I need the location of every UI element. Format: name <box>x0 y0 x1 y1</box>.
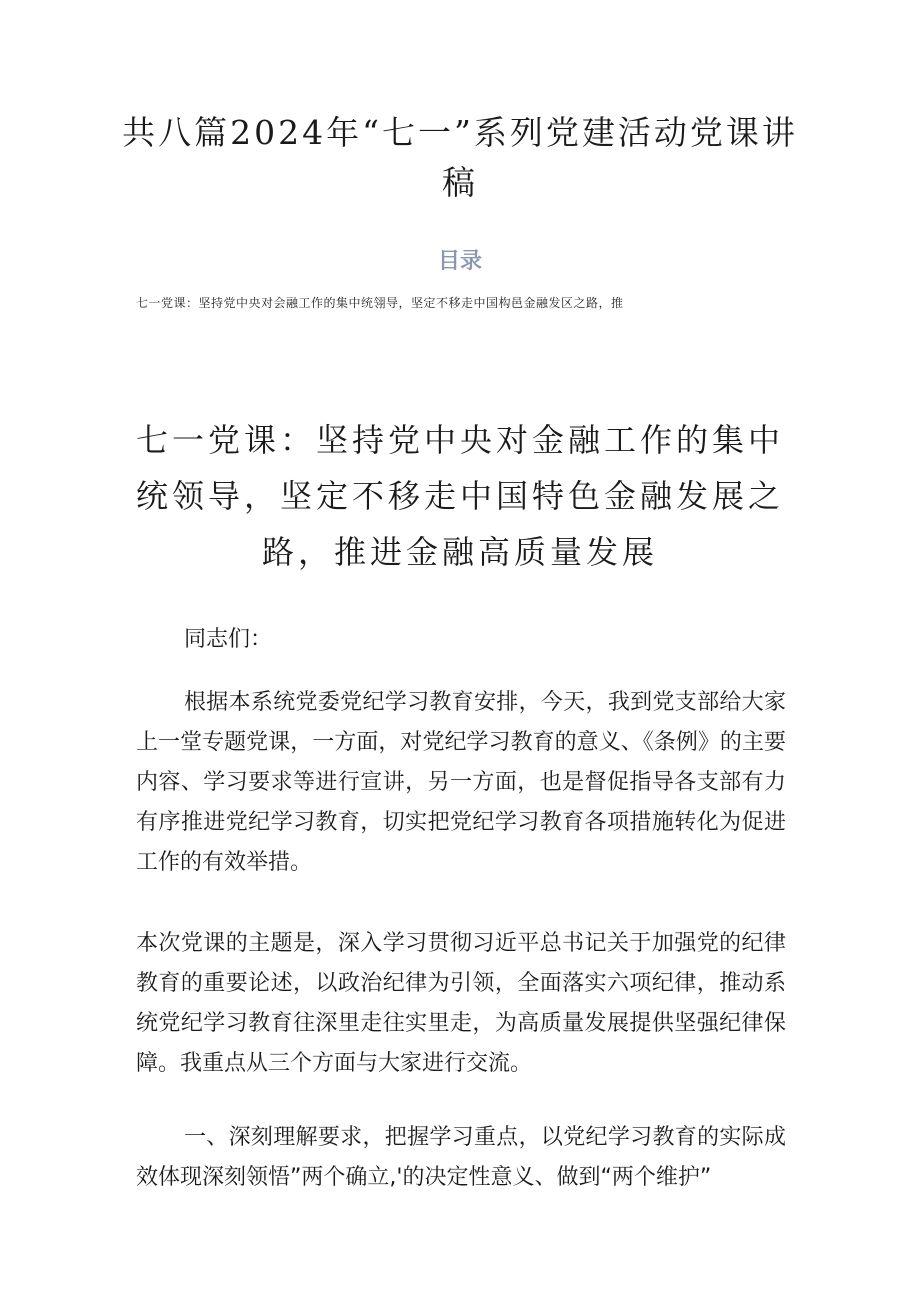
body-paragraph: 根据本系统党委党纪学习教育安排，今天，我到党支部给大家上一堂专题党课，一方面，对党纪学习教育的意义、《条例》的主要内容、学习要求等进行宣讲，另一方面，也是督促指导各支部有力有序推进党纪学习教育，切实把党纪学习教育各项措施转化为促进工作的有效举措。 <box>136 690 786 875</box>
toc-entry[interactable]: 七一党课：坚持党中央对会融工作的集中统翎导，坚定不移走中国构邑金融发区之路，推 <box>136 296 624 310</box>
section-title: 七一党课：坚持党中央对金融工作的集中统领导，坚定不移走中国特色金融发展之路，推进金融高质量发展 <box>135 421 784 571</box>
salutation: 同志们： <box>184 627 273 652</box>
body-paragraph: 一、深刻理解要求，把握学习重点，以党纪学习教育的实际成效体现深刻领悟”两个确立,'的决定性意义、做到“两个维护” <box>136 1125 786 1190</box>
body-paragraph: 本次党课的主题是，深入学习贯彻习近平总书记关于加强党的纪律教育的重要论述，以政治纪律为引领，全面落实六项纪律，推动系统党纪学习教育往深里走往实里走，为高质量发展提供坚强纪律保障。我重点从三个方面与大家进行交流。 <box>136 931 786 1076</box>
document-title: 共八篇2024年“七一”系列党建活动党课讲稿 <box>122 113 798 202</box>
toc-heading: 目录 <box>437 249 482 274</box>
